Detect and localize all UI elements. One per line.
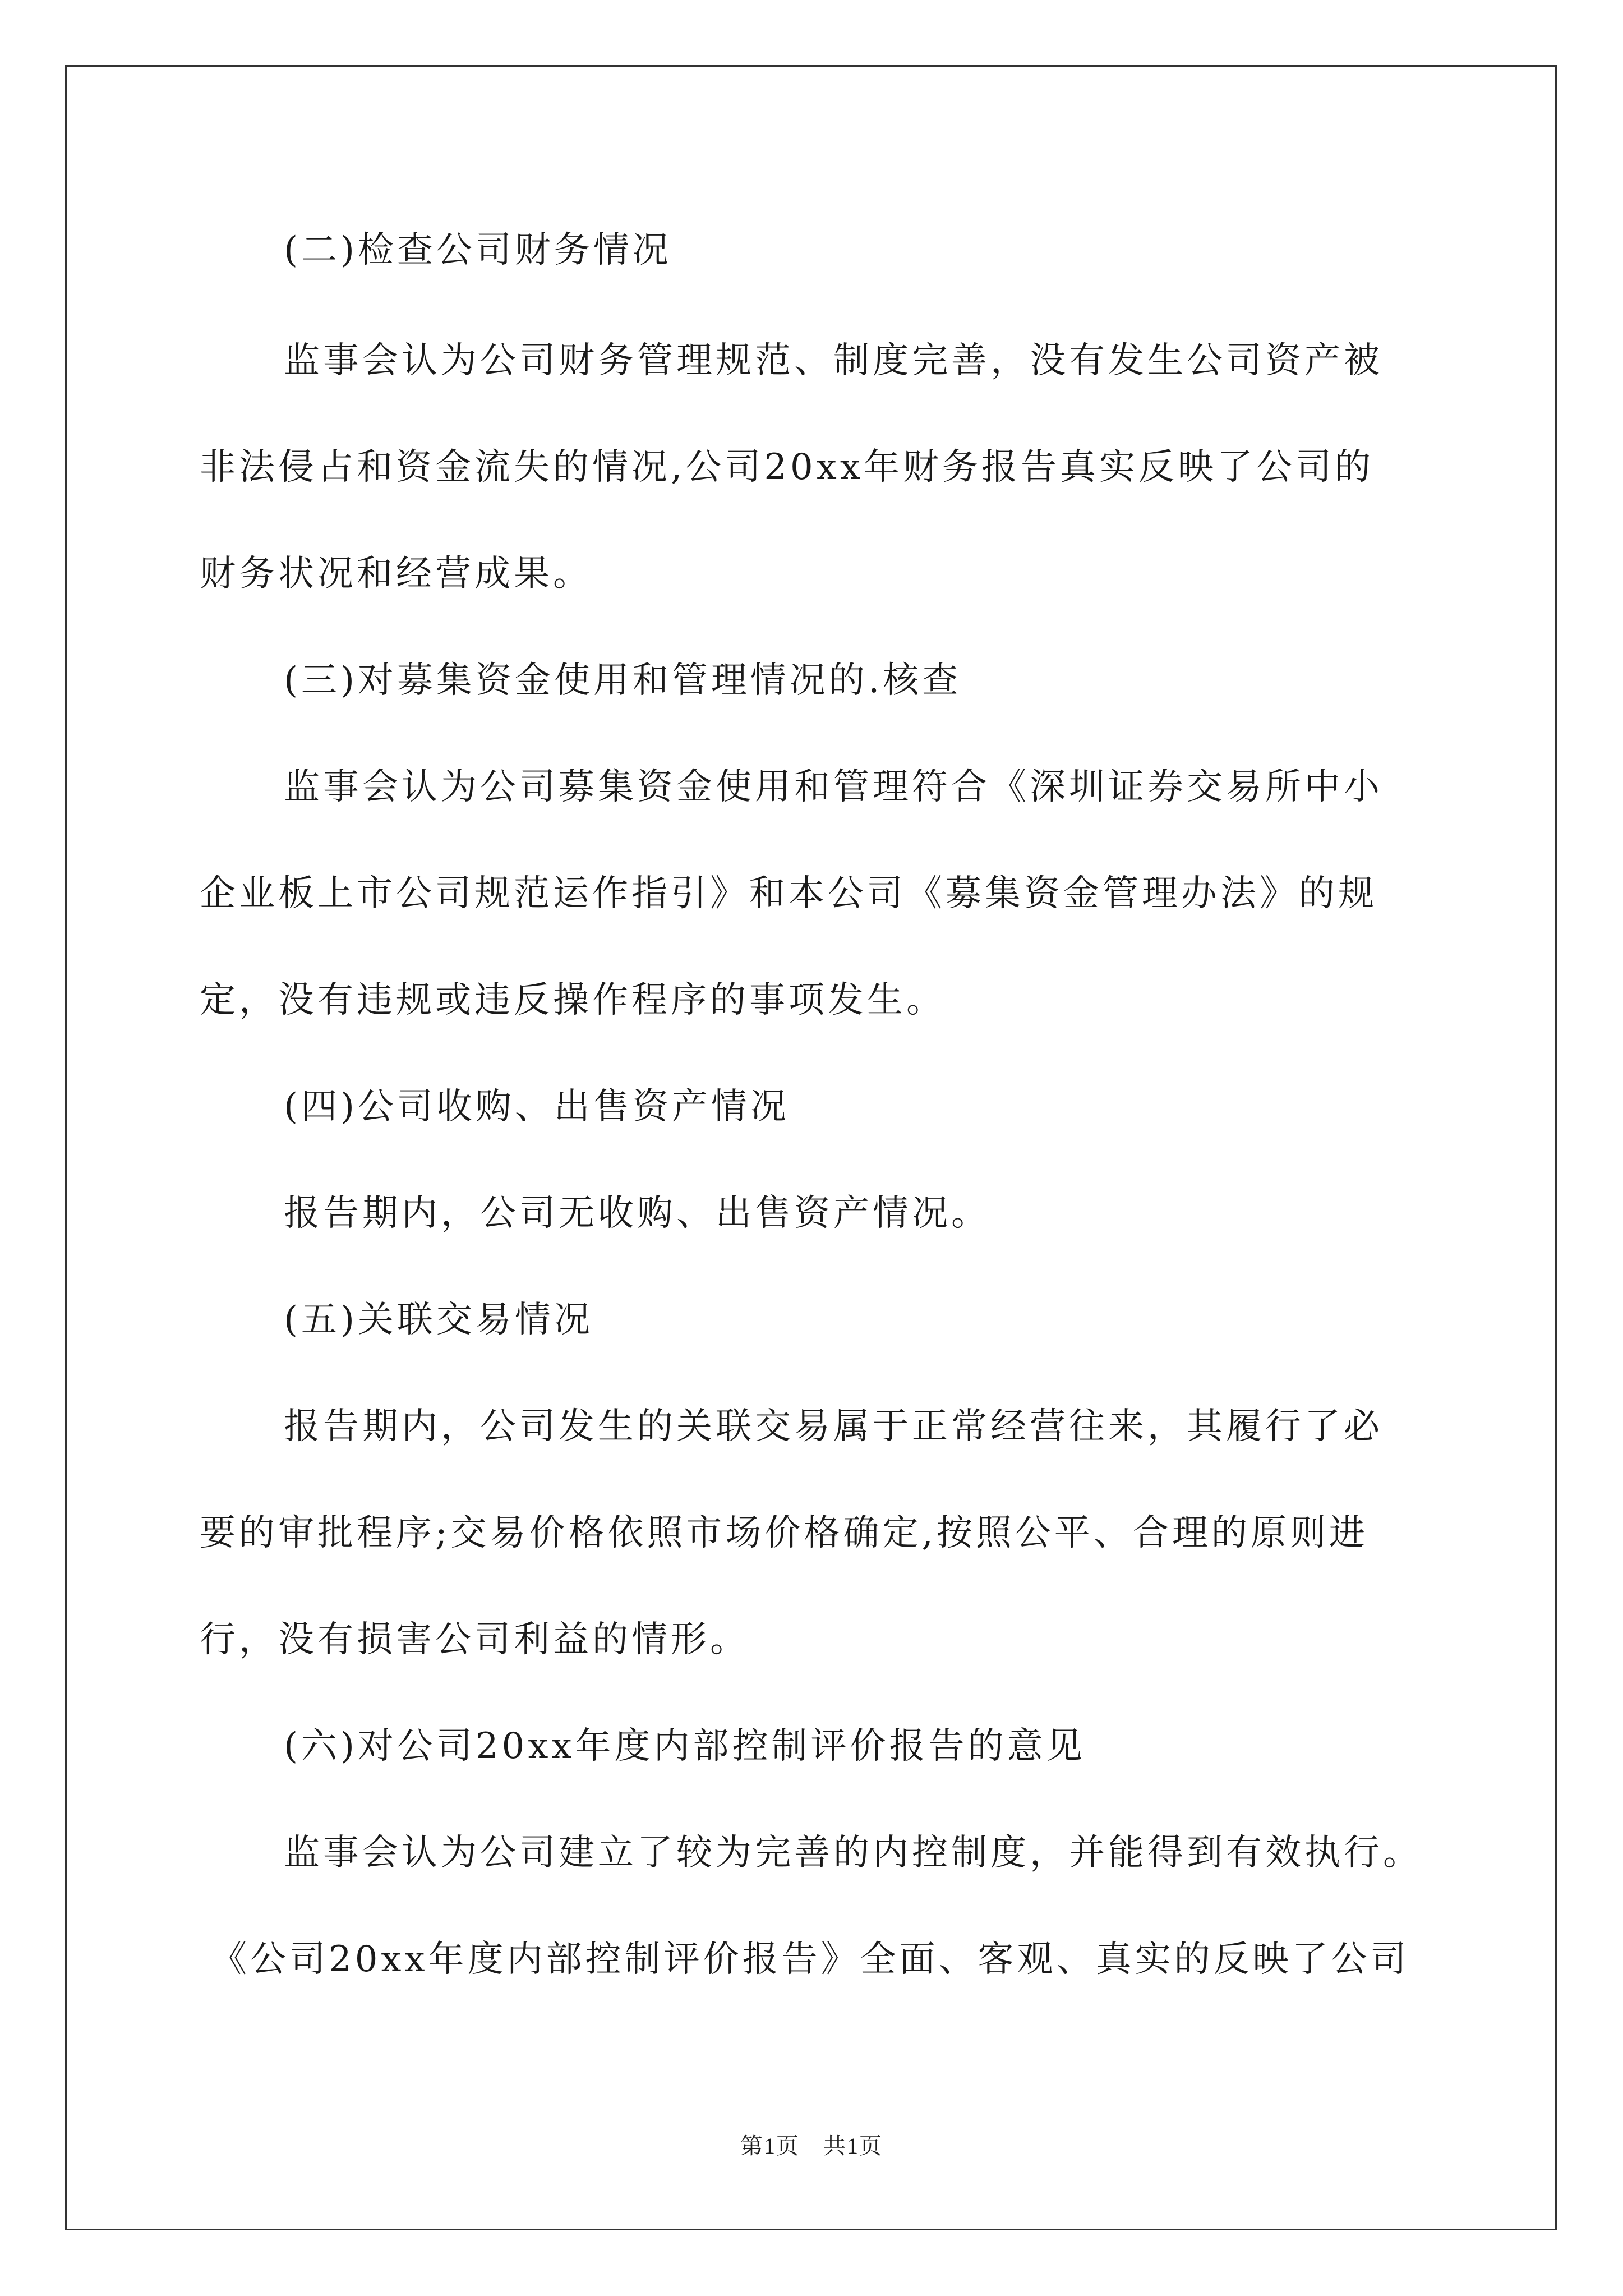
section-heading-3: (三)对募集资金使用和管理情况的.核查: [284, 660, 962, 701]
paragraph-line: 非法侵占和资金流失的情况,公司20xx年财务报告真实反映了公司的: [200, 447, 1374, 488]
paragraph-line: 报告期内，公司无收购、出售资产情况。: [284, 1193, 990, 1234]
section-heading-4: (四)公司收购、出售资产情况: [284, 1086, 790, 1128]
page-footer: 第1页 共1页: [740, 2133, 883, 2159]
paragraph-line: 《公司20xx年度内部控制评价报告》全面、客观、真实的反映了公司: [211, 1939, 1410, 1980]
paragraph-line: 企业板上市公司规范运作指引》和本公司《募集资金管理办法》的规: [200, 873, 1377, 914]
paragraph-line: 监事会认为公司建立了较为完善的内控制度，并能得到有效执行。: [284, 1832, 1422, 1874]
paragraph-line: 行，没有损害公司利益的情形。: [200, 1619, 749, 1660]
section-heading-2: (二)检查公司财务情况: [284, 229, 672, 271]
section-heading-5: (五)关联交易情况: [284, 1299, 593, 1341]
paragraph-line: 报告期内，公司发生的关联交易属于正常经营往来，其履行了必: [284, 1406, 1383, 1447]
paragraph-line: 定，没有违规或违反操作程序的事项发生。: [200, 979, 946, 1021]
section-heading-6: (六)对公司20xx年度内部控制评价报告的意见: [284, 1726, 1086, 1767]
paragraph-line: 要的审批程序;交易价格依照市场价格确定,按照公平、合理的原则进: [200, 1512, 1368, 1554]
paragraph-line: 财务状况和经营成果。: [200, 553, 592, 595]
page-border: [65, 65, 1557, 2230]
paragraph-line: 监事会认为公司财务管理规范、制度完善，没有发生公司资产被: [284, 340, 1383, 381]
paragraph-line: 监事会认为公司募集资金使用和管理符合《深圳证券交易所中小: [284, 766, 1383, 808]
